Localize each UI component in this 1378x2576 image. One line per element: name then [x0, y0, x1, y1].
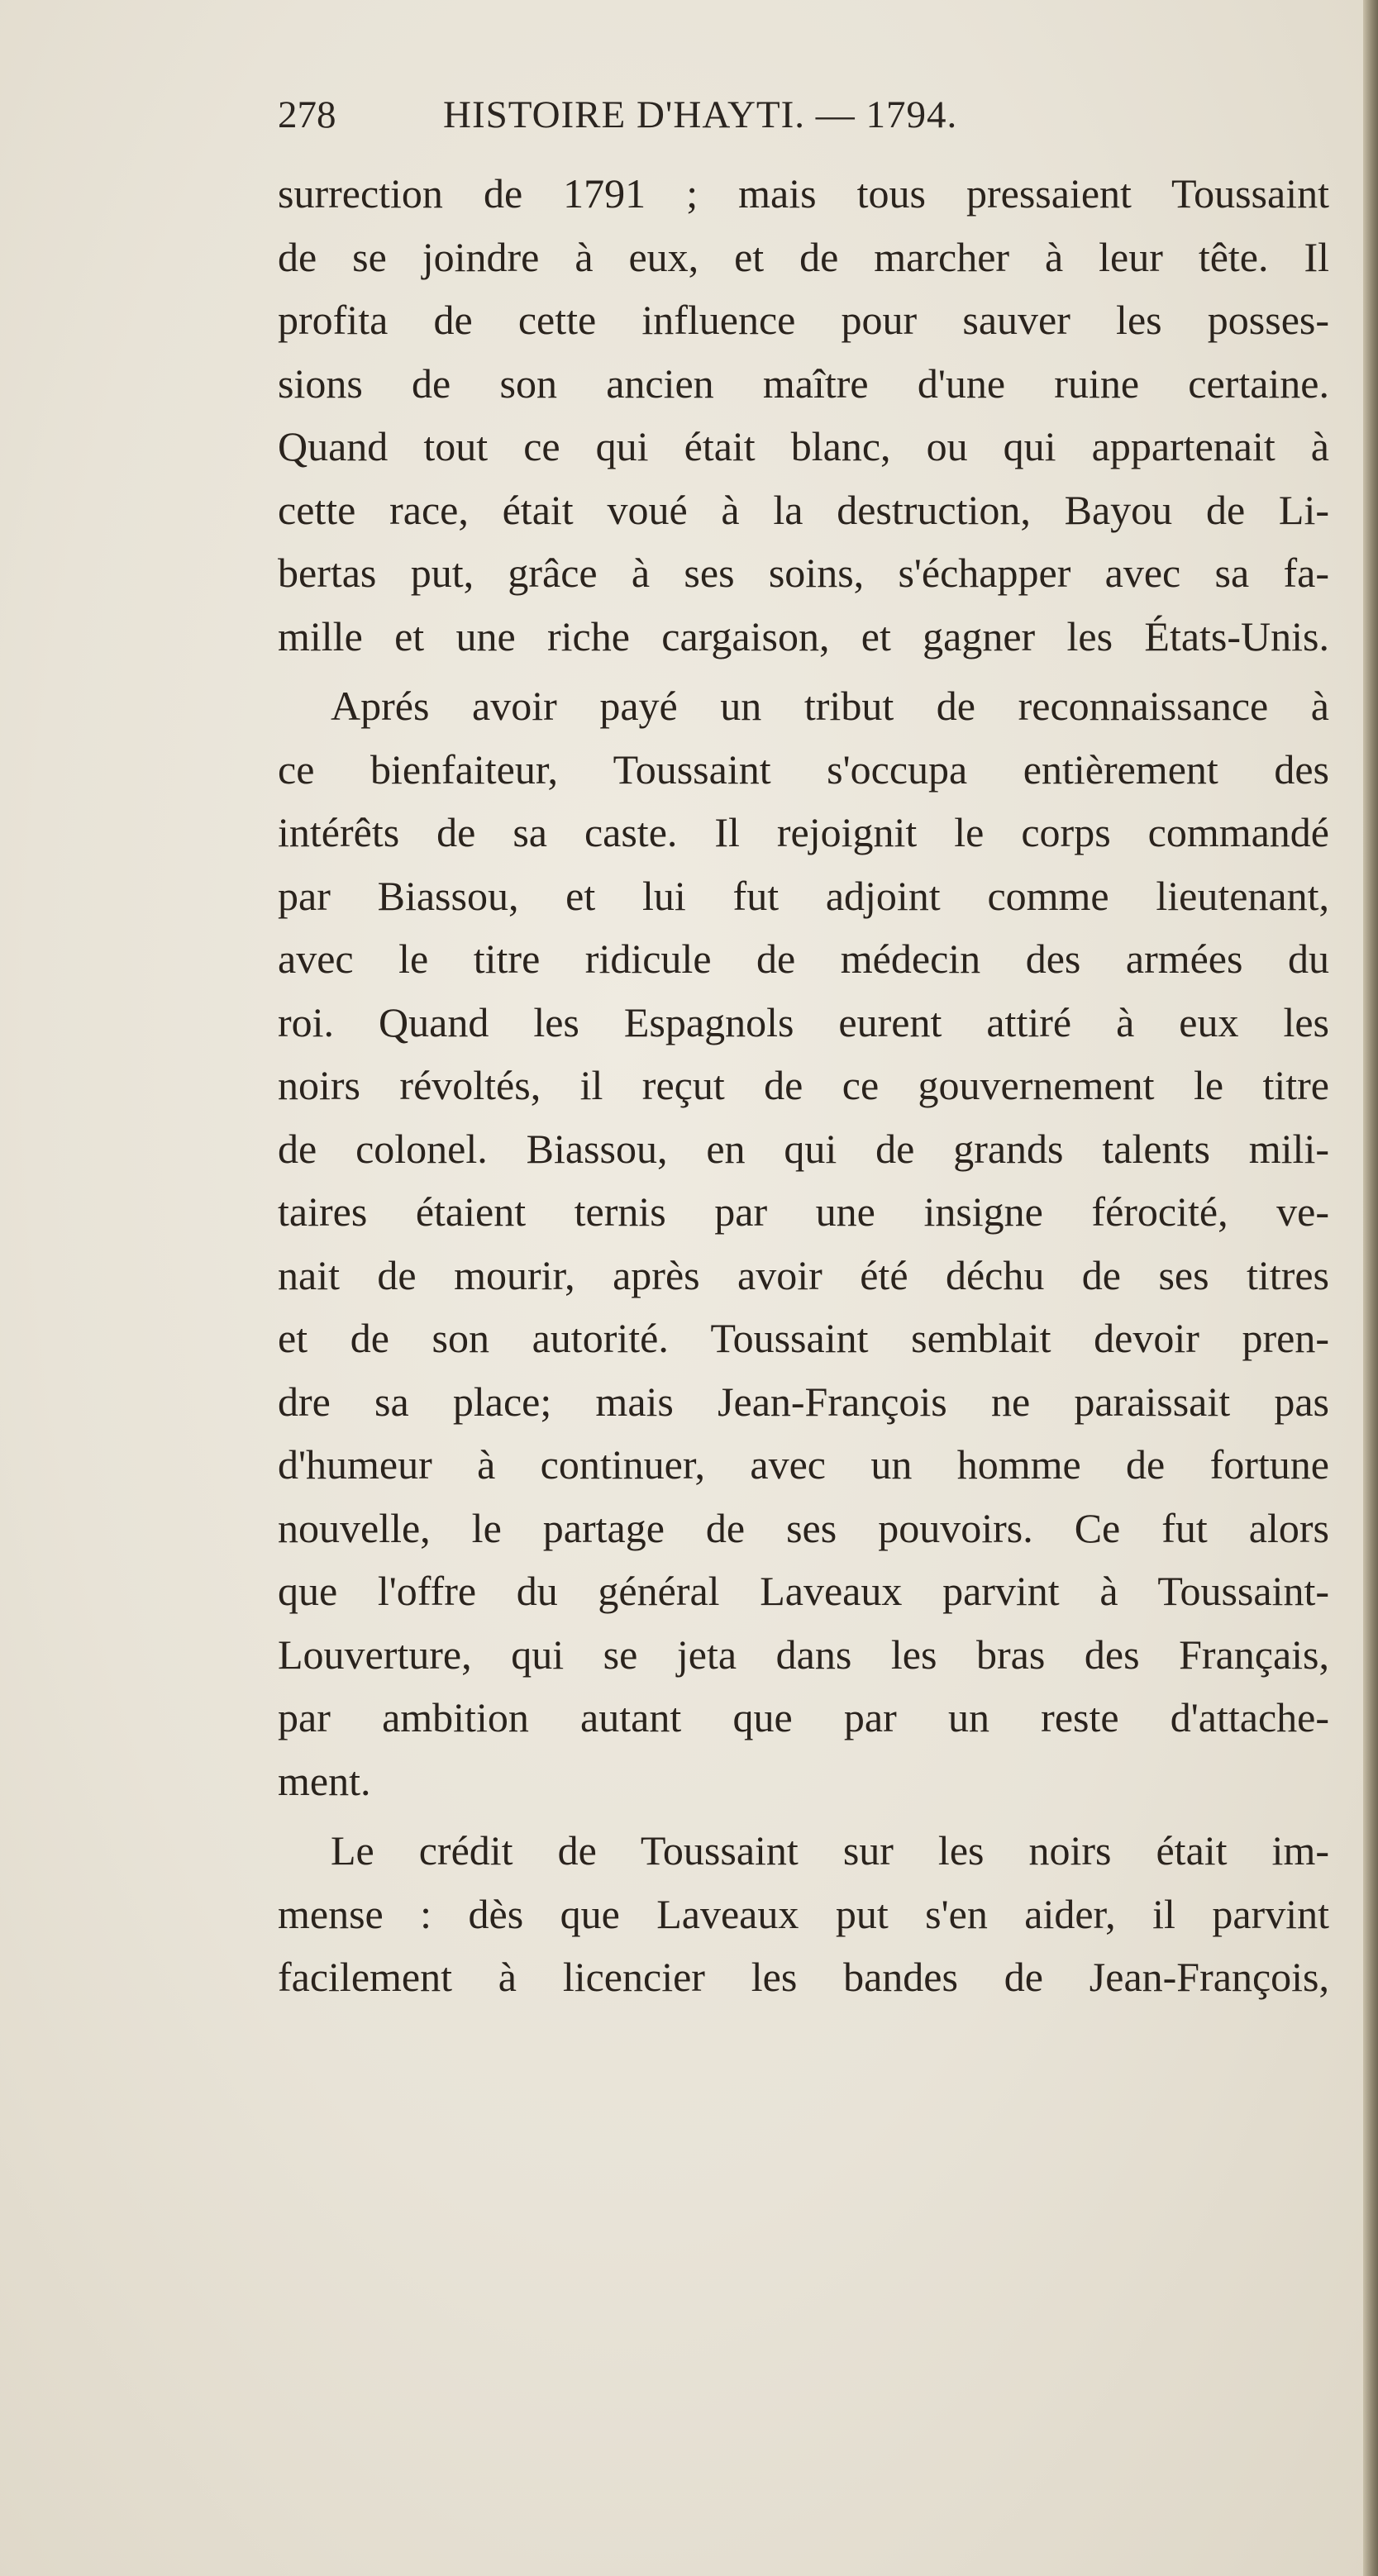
- text-line: de colonel. Biassou, en qui de grands talents mili-: [278, 1125, 1329, 1172]
- page-edge-shadow: [1363, 0, 1378, 2576]
- text-line: taires étaient ternis par une insigne férocité, ve-: [278, 1188, 1329, 1235]
- text-line: Le crédit de Toussaint sur les noirs était im-: [331, 1827, 1329, 1874]
- text-line: noirs révoltés, il reçut de ce gouvernement le titre: [278, 1062, 1329, 1108]
- text-line: d'humeur à continuer, avec un homme de fortune: [278, 1441, 1329, 1488]
- text-line: et de son autorité. Toussaint semblait devoir pren-: [278, 1315, 1329, 1361]
- text-line: dre sa place; mais Jean-François ne paraissait pas: [278, 1378, 1329, 1425]
- text-line: profita de cette influence pour sauver les posses-: [278, 297, 1329, 343]
- text-line: surrection de 1791 ; mais tous pressaient Toussaint: [278, 170, 1329, 217]
- text-line: de se joindre à eux, et de marcher à leur tête. Il: [278, 233, 1329, 280]
- text-line: avec le titre ridicule de médecin des armées du: [278, 936, 1329, 982]
- text-line: mille et une riche cargaison, et gagner les États-Unis.: [278, 612, 1329, 659]
- text-line: Quand tout ce qui était blanc, ou qui appartenait à: [278, 423, 1329, 469]
- text-line: nouvelle, le partage de ses pouvoirs. Ce fut alors: [278, 1504, 1329, 1551]
- running-header: [278, 93, 1154, 150]
- text-line: bertas put, grâce à ses soins, s'échapper avec sa fa-: [278, 550, 1329, 596]
- page-number: 278: [278, 93, 336, 136]
- text-line: mense : dès que Laveaux put s'en aider, il parvint: [278, 1890, 1329, 1937]
- text-line: roi. Quand les Espagnols eurent attiré à eux les: [278, 998, 1329, 1045]
- text-line: sions de son ancien maître d'une ruine certaine.: [278, 359, 1329, 407]
- text-line: que l'offre du général Laveaux parvint à Toussaint-: [278, 1568, 1329, 1614]
- text-line: ment.: [278, 1757, 371, 1804]
- text-line: intérêts de sa caste. Il rejoignit le corps commandé: [278, 809, 1329, 855]
- text-line: par Biassou, et lui fut adjoint comme lieutenant,: [278, 872, 1329, 919]
- text-line: nait de mourir, après avoir été déchu de ses titres: [278, 1251, 1329, 1298]
- text-line: par ambition autant que par un reste d'attache-: [278, 1694, 1329, 1740]
- text-line: cette race, était voué à la destruction, Bayou de Li-: [278, 486, 1329, 533]
- text-line: facilement à licencier les bandes de Jean-François,: [278, 1954, 1329, 2000]
- text-line: Aprés avoir payé un tribut de reconnaissance à: [331, 683, 1329, 729]
- text-line: Louverture, qui se jeta dans les bras des Français,: [278, 1631, 1329, 1678]
- body-text: [278, 162, 1329, 2009]
- running-title: HISTOIRE D'HAYTI. — 1794.: [443, 93, 958, 136]
- text-line: ce bienfaiteur, Toussaint s'occupa entièrement des: [278, 745, 1329, 793]
